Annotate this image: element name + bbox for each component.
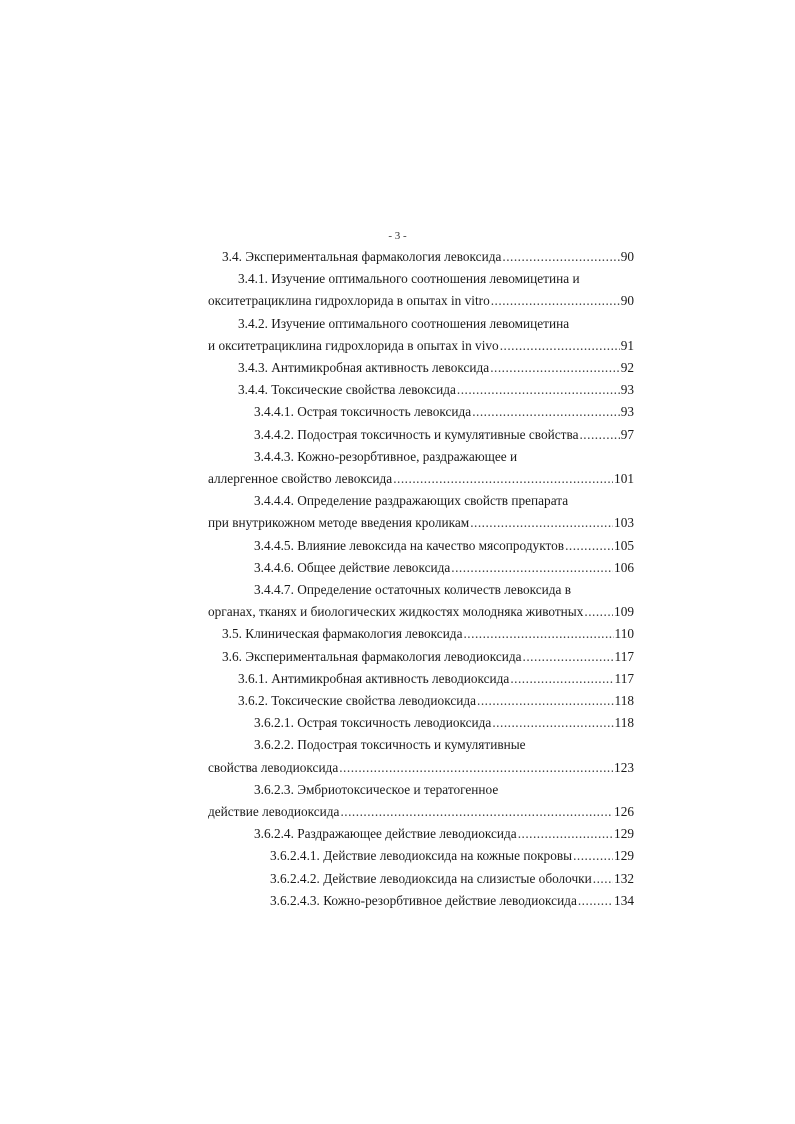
dot-leader [477, 690, 614, 712]
toc-entry-title: и окситетрациклина гидрохлорида в опытах in vivo [208, 337, 499, 353]
toc-entry-page: 90 [620, 293, 634, 309]
toc-entry [222, 623, 634, 645]
toc-entry-title: 3.6.2.4.1. Действие леводиоксида на кожные покровы [270, 848, 573, 864]
toc-entry-page: 134 [614, 892, 634, 908]
toc-entry-title: 3.6.1. Антимикробная активность леводиоксида [238, 670, 510, 686]
toc-entry [254, 535, 634, 557]
toc-entry [254, 490, 568, 512]
toc-entry [254, 734, 526, 756]
toc-entry-page: 110 [614, 626, 634, 642]
toc-entry-page: 126 [614, 804, 634, 819]
toc-entry [208, 468, 634, 490]
toc-entry [208, 290, 634, 312]
toc-entry-title: 3.4.4.4. Определение раздражающих свойств препарата [254, 493, 569, 509]
toc-entry-page: 117 [614, 670, 634, 686]
toc-entry-title: 3.6.2.3. Эмбриотоксическое и тератогенное [254, 781, 499, 797]
toc-entry-title: 3.5. Клиническая фармакология левоксида [222, 626, 463, 642]
toc-entry-page: 132 [614, 870, 634, 886]
dot-leader [457, 379, 620, 401]
dot-leader [502, 246, 619, 268]
toc-entry [222, 646, 634, 668]
toc-entry-page: 123 [614, 759, 634, 775]
dot-leader [393, 468, 613, 490]
toc-entry [254, 823, 634, 845]
toc-entry [254, 446, 517, 468]
toc-entry-title: свойства леводиоксида [208, 759, 339, 775]
toc-entry [208, 801, 634, 823]
dot-leader [584, 601, 613, 623]
toc-entry-page: 93 [620, 404, 634, 420]
dot-leader [491, 290, 620, 312]
toc-entry [238, 379, 634, 401]
dot-leader [451, 557, 613, 579]
toc-entry-page: 118 [614, 693, 634, 708]
toc-entry-title: 3.4.4.6. Общее действие левоксида [254, 559, 451, 575]
toc-entry-title: 3.4.4.7. Определение остаточных количеств левоксида в [254, 582, 572, 597]
toc-entry-title: 3.4.4.5. Влияние левоксида на качество мясопродуктов [254, 537, 565, 553]
toc-entry-page: 91 [620, 337, 634, 353]
toc-entry-title: действие леводиоксида [208, 804, 340, 819]
toc-entry-title: 3.6.2.4. Раздражающее действие леводиоксида [254, 826, 517, 842]
toc-entry [270, 845, 634, 867]
toc-entry-page: 90 [620, 249, 634, 264]
toc-entry-title: 3.4.4.2. Подострая токсичность и кумулятивные свойства [254, 426, 579, 442]
toc-entry [238, 690, 634, 712]
toc-entry-page: 105 [614, 537, 634, 553]
toc-entry-title: 3.4.1. Изучение оптимального соотношения левомицетина и [238, 271, 580, 287]
toc-entry-title: 3.6.2. Токсические свойства леводиоксида [238, 693, 477, 708]
toc-entry-title: 3.4.4. Токсические свойства левоксида [238, 382, 456, 398]
toc-entry-title: 3.4.4.3. Кожно-резорбтивное, раздражающее и [254, 448, 518, 464]
toc-entry [238, 357, 634, 379]
toc-entry-title: 3.4. Экспериментальная фармакология левоксида [222, 249, 502, 264]
dot-leader [578, 890, 613, 912]
toc-entry-page: 101 [614, 471, 634, 486]
toc-entry-page: 129 [614, 826, 634, 842]
toc-entry-title: аллергенное свойство левоксида [208, 471, 393, 486]
toc-entry-page: 103 [614, 515, 634, 531]
dot-leader [579, 424, 619, 446]
toc-entry-page: 106 [614, 559, 634, 575]
toc-entry [222, 246, 634, 268]
toc-entry-page: 129 [614, 848, 634, 864]
page-number: - 3 - [388, 230, 407, 242]
toc-entry [238, 313, 569, 335]
toc-entry-title: при внутрикожном методе введения кроликам [208, 515, 470, 531]
toc-entry-page: 109 [614, 604, 634, 620]
dot-leader [523, 646, 614, 668]
dot-leader [472, 401, 620, 423]
dot-leader [340, 801, 613, 823]
toc-entry-title: окситетрациклина гидрохлорида в опытах in vitro [208, 293, 490, 309]
toc-entry [208, 601, 634, 623]
toc-entry-page: 97 [620, 426, 634, 442]
dot-leader [339, 757, 613, 779]
toc-entry-page: 118 [614, 715, 634, 731]
toc-entry [270, 890, 634, 912]
toc-entry [254, 401, 634, 423]
dot-leader [490, 357, 620, 379]
toc-entry-page: 93 [620, 382, 634, 398]
dot-leader [470, 512, 613, 534]
toc-entry-title: 3.6.2.4.3. Кожно-резорбтивное действие леводиоксида [270, 892, 577, 908]
toc-entry-page: 117 [614, 648, 634, 664]
toc-entry [254, 424, 634, 446]
dot-leader [500, 335, 620, 357]
toc-entry-title: 3.4.3. Антимикробная активность левоксида [238, 360, 490, 375]
dot-leader [492, 712, 613, 734]
toc-entry-title: 3.6.2.1. Острая токсичность леводиоксида [254, 715, 492, 731]
dot-leader [565, 535, 613, 557]
toc-entry-title: 3.6.2.4.2. Действие леводиоксида на слизистые оболочки [270, 870, 592, 886]
toc-entry [254, 779, 498, 801]
toc-entry-title: 3.6.2.2. Подострая токсичность и кумулятивные [254, 737, 526, 753]
toc-entry [238, 668, 634, 690]
toc-entry [208, 757, 634, 779]
toc-entry [254, 557, 634, 579]
dot-leader [510, 668, 613, 690]
toc-entry-title: 3.4.2. Изучение оптимального соотношения левомицетина [238, 315, 570, 331]
toc-entry-title: 3.6. Экспериментальная фармакология леводиоксида [222, 648, 522, 664]
toc-entry [254, 579, 571, 601]
dot-leader [593, 868, 613, 890]
toc-entry-title: 3.4.4.1. Острая токсичность левоксида [254, 404, 472, 420]
toc-entry [238, 268, 580, 290]
toc-entry-page: 92 [620, 360, 634, 375]
toc-entry [270, 868, 634, 890]
toc-entry [208, 512, 634, 534]
dot-leader [573, 845, 613, 867]
toc-entry [254, 712, 634, 734]
toc-entry-title: органах, тканях и биологических жидкостях молодняка животных [208, 604, 584, 620]
dot-leader [518, 823, 613, 845]
toc-entry [208, 335, 634, 357]
dot-leader [463, 623, 613, 645]
